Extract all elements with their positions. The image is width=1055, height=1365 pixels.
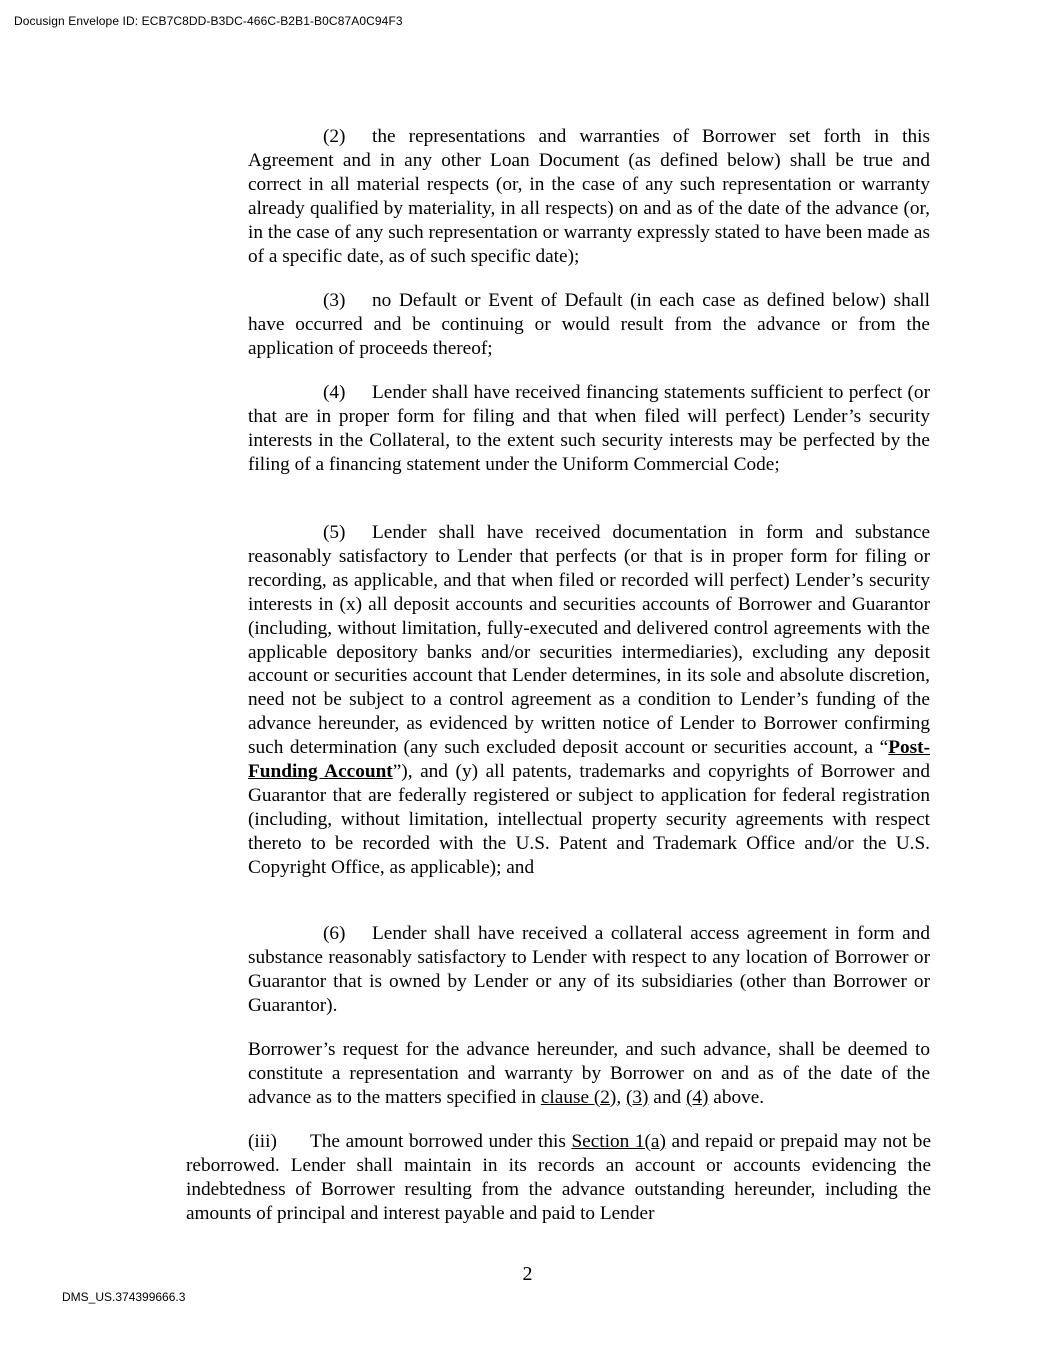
defined-term: Post-Funding Account <box>248 737 930 783</box>
envelope-id: Docusign Envelope ID: ECB7C8DD-B3DC-466C-B2B1-B0C87A0C94F3 <box>14 14 403 28</box>
section-text-after: and repaid or prepaid may not be reborrowed. Lender shall maintain in its records an account or accounts evidencing the indebtedness of Borrower resulting from the advance outstanding hereunder, including the amounts of principal and interest payable and paid to Lender <box>186 1131 932 1224</box>
clause-3 <box>248 289 930 361</box>
deemed-text-after: above. <box>708 1086 765 1108</box>
deemed-text-before: Borrower’s request for the advance hereunder, and such advance, shall be deemed to constitute a representation and warranty by Borrower on and as of the date of the advance as to the matters specified in <box>248 1039 930 1108</box>
separator: , <box>616 1086 626 1108</box>
section-text-before: The amount borrowed under this <box>310 1131 572 1152</box>
clause-text-after: ”), and (y) all patents, trademarks and copyrights of Borrower and Guarantor that are federally registered or subject to application for federal registration (including, without limitation, intellectual property security agreements with respect thereto to be recorded with the U.S. Patent and Trademark Office and/or the U.S. Copyright Office, as applicable); and <box>248 761 930 878</box>
clause-number: (3) <box>323 290 346 311</box>
separator: and <box>648 1086 686 1108</box>
clause-number: (4) <box>323 382 346 403</box>
clause-6 <box>248 922 930 1018</box>
clause-2-reference[interactable]: clause (2) <box>540 1086 617 1108</box>
clause-3-reference[interactable]: (3) <box>625 1086 649 1108</box>
page-number: 2 <box>522 1263 533 1285</box>
clause-number: (6) <box>323 923 346 944</box>
clause-5 <box>248 521 930 880</box>
clause-text: Lender shall have received a collateral access agreement in form and substance reasonably satisfactory to Lender with respect to any location of Borrower or Guarantor that is owned by Lender or any of its subsidiaries (other than Borrower or Guarantor). <box>248 923 930 1016</box>
clause-2 <box>248 125 930 268</box>
clause-number: (5) <box>323 522 346 543</box>
clause-4 <box>248 381 930 477</box>
clause-text-before: Lender shall have received documentation in form and substance reasonably satisfactory to Lender that perfects (or that is in proper form for filing or recording, as applicable, and that when filed or recorded will perfect) Lender’s security interests in (x) all deposit accounts and securities accounts of Borrower and Guarantor (including, without limitation, fully-executed and delivered control agreements with the applicable depository banks and/or securities intermediaries), excluding any deposit account or securities account that Lender determines, in its sole and absolute discretion, need not be subject to a control agreement as a condition to Lender’s funding of the advance hereunder, as evidenced by written notice of Lender to Borrower confirming such determination (any such excluded deposit account or securities account, a “ <box>248 522 930 759</box>
clause-4-reference[interactable]: (4) <box>685 1086 709 1108</box>
clause-text: Lender shall have received financing statements sufficient to perfect (or that are in proper form for filing and that when filed will perfect) Lender’s security interests in the Collateral, to the extent such security interests may be perfected by the filing of a financing statement under the Uniform Commercial Code; <box>248 382 930 475</box>
clause-text: the representations and warranties of Borrower set forth in this Agreement and in any other Loan Document (as defined below) shall be true and correct in all material respects (or, in the case of any such representation or warranty already qualified by materiality, in all respects) on and as of the date of the advance (or, in the case of any such representation or warranty expressly stated to have been made as of a specific date, as of such specific date); <box>248 126 930 267</box>
section-iii <box>186 1130 931 1226</box>
section-number: (iii) <box>248 1131 277 1152</box>
clause-number: (2) <box>323 126 346 147</box>
document-id: DMS_US.374399666.3 <box>62 1290 186 1304</box>
clause-text: no Default or Event of Default (in each case as defined below) shall have occurred and be continuing or would result from the advance or from the application of proceeds thereof; <box>248 290 930 359</box>
deemed-representation <box>248 1038 930 1110</box>
section-1a-reference[interactable]: Section 1(a) <box>571 1131 666 1152</box>
